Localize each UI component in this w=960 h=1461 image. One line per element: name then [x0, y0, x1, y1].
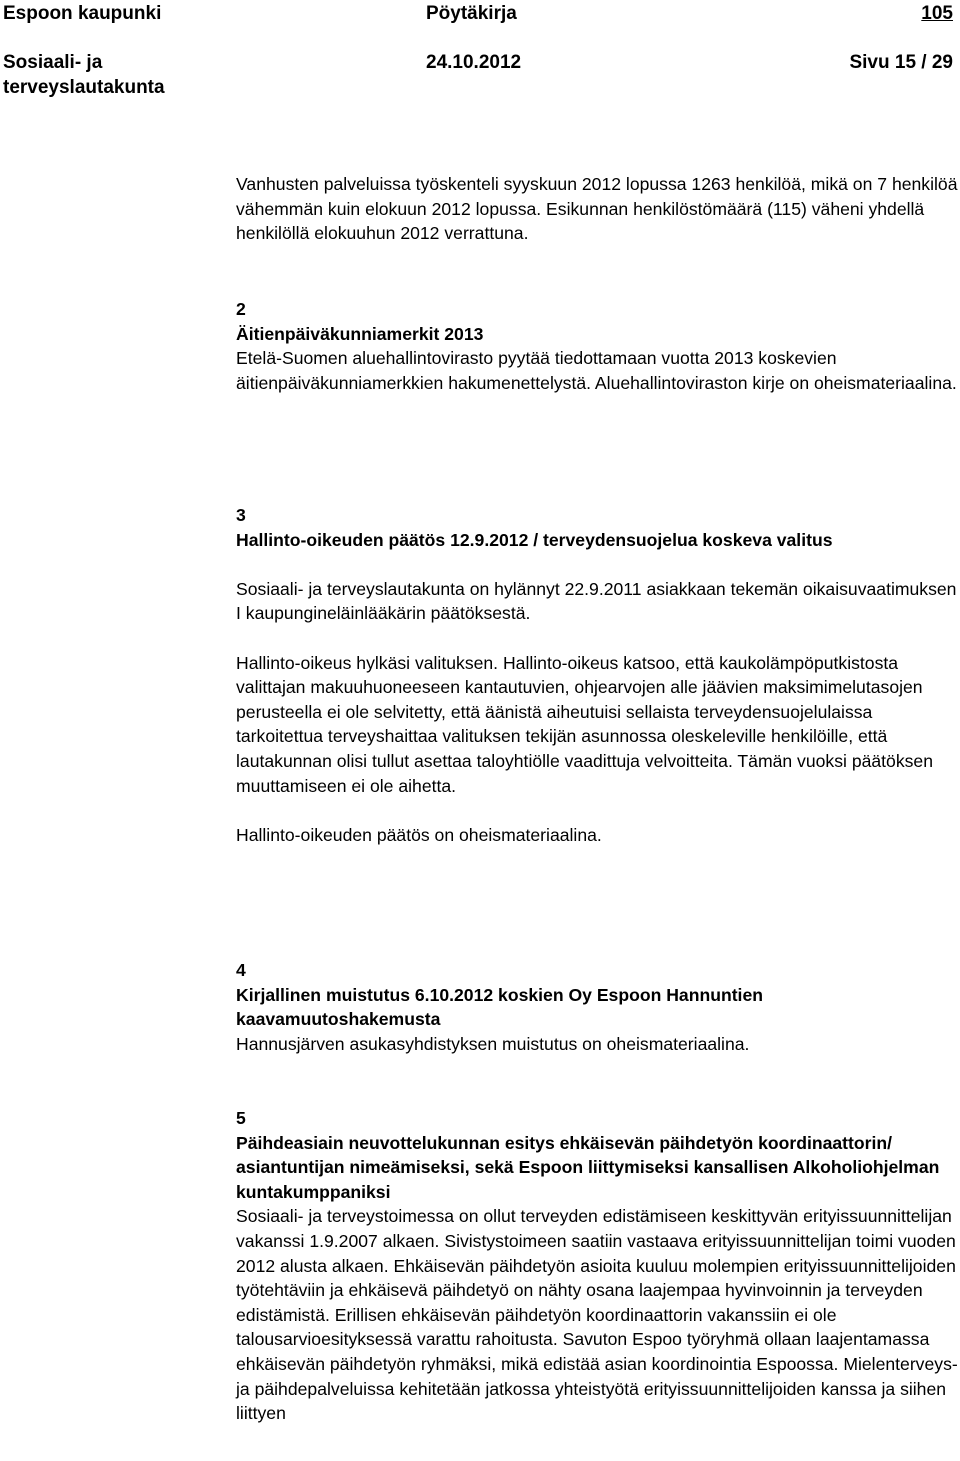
document-header: [0, 0, 960, 98]
item-title: Hallinto-oikeuden päätös 12.9.2012 / terveydensuojelua koskeva valitus: [236, 529, 833, 550]
document-type: Pöytäkirja: [426, 3, 517, 24]
item-paragraph: Sosiaali- ja terveystoimessa on ollut terveyden edistämiseen keskittyvän erityissuunnittelijan vakanssi 1.9.2007 alkaen. Sivistystoimeen saatiin vastaava erityissuunnittelijan toimi vuoden 2012 alusta alkaen. Ehkäisevän päihdetyön asioita kuuluu molempien erityissuunnittelijoiden työtehtäviin ja ehkäisevä päihdetyö on nähty osana laajempaa hyvinvoinnin ja terveyden edistämistä. Erillisen ehkäisevän päihdetyön koordinaattorin vakanssiin ei ole talousarvioesityksessä varattu rahoitusta. Savuton Espoo työryhmä ollaan laajentamassa ehkäisevän päihdetyön ryhmäksi, mikä edistää asian koordinointia Espoossa. Mielenterveys- ja päihdepalveluissa kehitetään jatkossa yhteistyötä erityissuunnittelijoiden kanssa ja siihen liittyen: [236, 1206, 958, 1424]
board-name-line2: terveyslautakunta: [3, 77, 165, 98]
organization-name: Espoon kaupunki: [3, 3, 162, 24]
item-paragraph: Hallinto-oikeuden päätös on oheismateriaalina.: [236, 824, 602, 845]
section-number: 105: [921, 3, 953, 24]
intro-paragraph: Vanhusten palveluissa työskenteli syyskuun 2012 lopussa 1263 henkilöä, mikä on 7 henkilöä vähemmän kuin elokuun 2012 lopussa. Esikunnan henkilöstömäärä (115) väheni yhdellä henkilöllä elokuuhun 2012 verrattuna.: [236, 174, 958, 244]
item-number: 5: [236, 1108, 246, 1128]
item-title: Äitienpäiväkunniamerkit 2013: [236, 323, 484, 344]
board-name: [3, 51, 203, 100]
item-paragraph: Etelä-Suomen aluehallintovirasto pyytää tiedottamaan vuotta 2013 koskevien äitienpäiväkunniamerkkien hakumenettelystä. Aluehallintoviraston kirje on oheismateriaalina.: [236, 348, 957, 393]
item-paragraph: Sosiaali- ja terveyslautakunta on hylännyt 22.9.2011 asiakkaan tekemän oikaisuvaatimuksen I kaupungineläinlääkärin päätöksestä.: [236, 578, 957, 624]
agenda-item-2: [236, 297, 958, 395]
item-title: Kirjallinen muistutus 6.10.2012 koskien Oy Espoon Hannuntien kaavamuutoshakemusta: [236, 984, 763, 1030]
item-paragraph: Hallinto-oikeus hylkäsi valituksen. Hallinto-oikeus katsoo, että kaukolämpöputkistosta valittajan makuuhuoneeseen kantautuvien, ohjearvojen alle jäävien maksimimelutasojen perusteella ei ole selvitetty, että äänistä aiheutuisi sellaista terveydensuojelulaissa tarkoitettua terveyshaittaa valituksen tekijän asunnossa oleskeleville henkilöille, että lautakunnan olisi tullut asettaa taloyhtiölle vaadittuja velvoitteita. Tämän vuoksi päätöksen muuttamiseen ei ole aihetta.: [236, 652, 934, 796]
agenda-item-3: [236, 503, 958, 847]
item-number: 3: [236, 505, 246, 525]
item-number: 2: [236, 299, 246, 319]
meeting-date: 24.10.2012: [426, 52, 522, 73]
page-indicator: Sivu 15 / 29: [849, 52, 953, 73]
item-paragraph: Hannusjärven asukasyhdistyksen muistutus on oheismateriaalina.: [236, 1033, 750, 1054]
board-name-line1: Sosiaali- ja: [3, 52, 103, 73]
intro-paragraph-block: [236, 172, 958, 246]
agenda-item-5: [236, 1106, 958, 1426]
item-number: 4: [236, 960, 246, 980]
agenda-item-4: [236, 958, 958, 1056]
item-title: Päihdeasiain neuvottelukunnan esitys ehkäisevän päihdetyön koordinaattorin/ asiantuntijan nimeämiseksi, sekä Espoon liittymiseksi kansallisen Alkoholiohjelman kuntakumppaniksi: [236, 1132, 940, 1202]
